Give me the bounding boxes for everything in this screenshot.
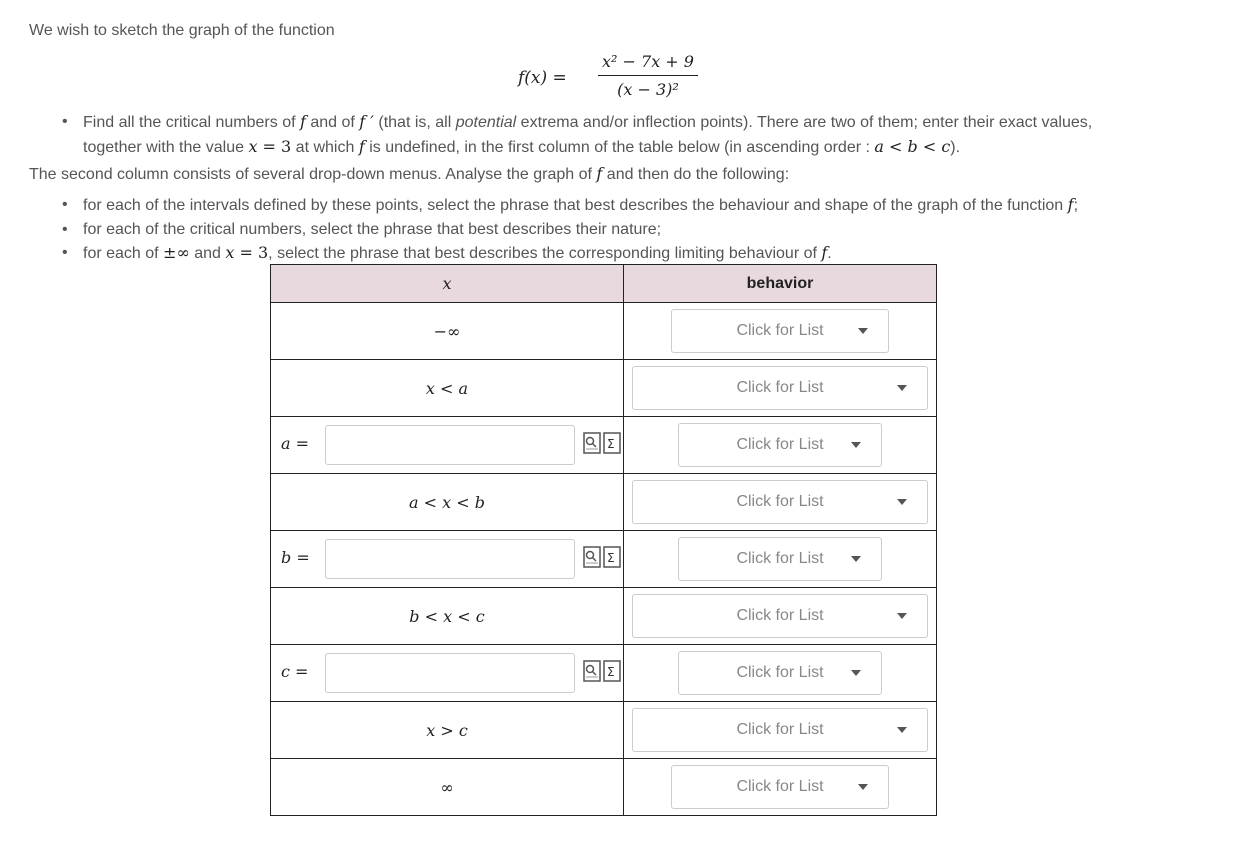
dropdown-label: Click for List xyxy=(736,664,824,681)
math-eq: = 3 xyxy=(257,136,292,156)
formula-denominator: (x − 3)² xyxy=(617,80,679,99)
behavior-table xyxy=(270,264,937,816)
text: at which xyxy=(291,138,359,156)
chevron-down-icon xyxy=(897,613,907,619)
math-pm-infinity: ±∞ xyxy=(163,243,190,262)
text: for each of the intervals defined by these points, select the phrase that best describes the behaviour and shape of the graph of the function xyxy=(83,197,1068,214)
formula-lhs: f(x) = xyxy=(518,68,567,88)
math-eq: = 3 xyxy=(234,243,269,262)
instruction-critical-numbers xyxy=(60,110,1160,159)
instruction-limits xyxy=(60,241,1160,266)
table-row xyxy=(271,531,937,588)
text: The second column consists of several drop-down menus. Analyse the graph of xyxy=(29,166,597,183)
behavior-dropdown[interactable] xyxy=(678,423,882,467)
text: (that is, all xyxy=(373,114,456,131)
paragraph-dropdowns xyxy=(29,164,789,184)
table-row xyxy=(271,360,937,417)
table-row xyxy=(271,645,937,702)
row-label: x < a xyxy=(271,360,624,417)
dropdown-label: Click for List xyxy=(736,322,824,339)
chevron-down-icon xyxy=(897,727,907,733)
dropdown-label: Click for List xyxy=(736,550,824,567)
table-row xyxy=(271,303,937,360)
svg-text:Σ: Σ xyxy=(607,436,615,451)
math-f: f xyxy=(1067,195,1074,214)
row-label: ∞ xyxy=(271,759,624,816)
row-label: x > c xyxy=(271,702,624,759)
text: and then do the following: xyxy=(602,166,790,183)
chevron-down-icon xyxy=(897,385,907,391)
dropdown-label: Click for List xyxy=(736,721,824,738)
behavior-dropdown[interactable] xyxy=(632,708,928,752)
critical-a-input[interactable] xyxy=(325,425,575,465)
math-f-prime: f ′ xyxy=(359,112,374,131)
text: for each of the critical numbers, select the phrase that best describes their nature; xyxy=(83,220,662,238)
table-row xyxy=(271,417,937,474)
dropdown-label: Click for List xyxy=(736,436,824,453)
chevron-down-icon xyxy=(858,328,868,334)
instructions-list-2 xyxy=(60,193,1160,266)
text: and xyxy=(189,245,226,262)
instruction-critical xyxy=(60,218,1160,242)
chevron-down-icon xyxy=(858,784,868,790)
header-x: x xyxy=(271,265,624,303)
row-label: −∞ xyxy=(271,303,624,360)
table-header-row xyxy=(271,265,937,303)
emphasis: potential xyxy=(455,114,517,131)
math-x: x xyxy=(225,243,235,262)
table-row xyxy=(271,588,937,645)
equation-editor-icon[interactable] xyxy=(603,546,621,573)
row-label: a < x < b xyxy=(271,474,624,531)
formula-fraction xyxy=(598,52,698,99)
row-label: b = xyxy=(281,548,310,568)
table-row xyxy=(271,702,937,759)
equation-editor-icon[interactable] xyxy=(603,432,621,459)
behavior-dropdown[interactable] xyxy=(671,765,889,809)
preview-icon[interactable] xyxy=(583,660,601,687)
dropdown-label: Click for List xyxy=(736,379,824,396)
text: extrema and/or inflection points). There are two of them; enter their exact values, xyxy=(516,114,1093,131)
behavior-dropdown[interactable] xyxy=(632,480,928,524)
row-label: b < x < c xyxy=(271,588,624,645)
instruction-intervals xyxy=(60,193,1160,218)
math-x: x xyxy=(248,136,258,156)
chevron-down-icon xyxy=(897,499,907,505)
table-row xyxy=(271,759,937,816)
chevron-down-icon xyxy=(851,556,861,562)
svg-text:Σ: Σ xyxy=(607,664,615,679)
text: together with the value xyxy=(83,138,249,156)
formula-numerator: x² − 7x + 9 xyxy=(598,52,698,76)
math-order: a < b < c xyxy=(874,136,951,156)
row-label: a = xyxy=(281,434,310,454)
header-behavior: behavior xyxy=(624,265,937,303)
chevron-down-icon xyxy=(851,442,861,448)
text: ; xyxy=(1073,197,1079,214)
text: for each of xyxy=(83,245,164,262)
behavior-dropdown[interactable] xyxy=(678,537,882,581)
math-f: f xyxy=(358,136,365,156)
math-f: f xyxy=(596,164,603,183)
math-f: f xyxy=(299,112,306,131)
behavior-dropdown[interactable] xyxy=(632,366,928,410)
preview-icon[interactable] xyxy=(583,546,601,573)
function-formula xyxy=(518,52,698,112)
intro-text: We wish to sketch the graph of the function xyxy=(29,22,335,39)
svg-text:Σ: Σ xyxy=(607,550,615,565)
equation-editor-icon[interactable] xyxy=(603,660,621,687)
critical-b-input[interactable] xyxy=(325,539,575,579)
math-f: f xyxy=(821,243,828,262)
row-label: c = xyxy=(281,662,309,682)
instructions-list-1 xyxy=(60,110,1160,159)
table-row xyxy=(271,474,937,531)
dropdown-label: Click for List xyxy=(736,493,824,510)
text: ). xyxy=(950,138,961,156)
dropdown-label: Click for List xyxy=(736,607,824,624)
dropdown-label: Click for List xyxy=(736,778,824,795)
text: and of xyxy=(305,114,360,131)
critical-c-input[interactable] xyxy=(325,653,575,693)
preview-icon[interactable] xyxy=(583,432,601,459)
behavior-dropdown[interactable] xyxy=(671,309,889,353)
text: , select the phrase that best describes the corresponding limiting behaviour of xyxy=(268,245,822,262)
behavior-dropdown[interactable] xyxy=(632,594,928,638)
text: is undefined, in the first column of the table below (in ascending order : xyxy=(364,138,875,156)
chevron-down-icon xyxy=(851,670,861,676)
text: . xyxy=(827,245,832,262)
text: Find all the critical numbers of xyxy=(83,114,300,131)
behavior-dropdown[interactable] xyxy=(678,651,882,695)
